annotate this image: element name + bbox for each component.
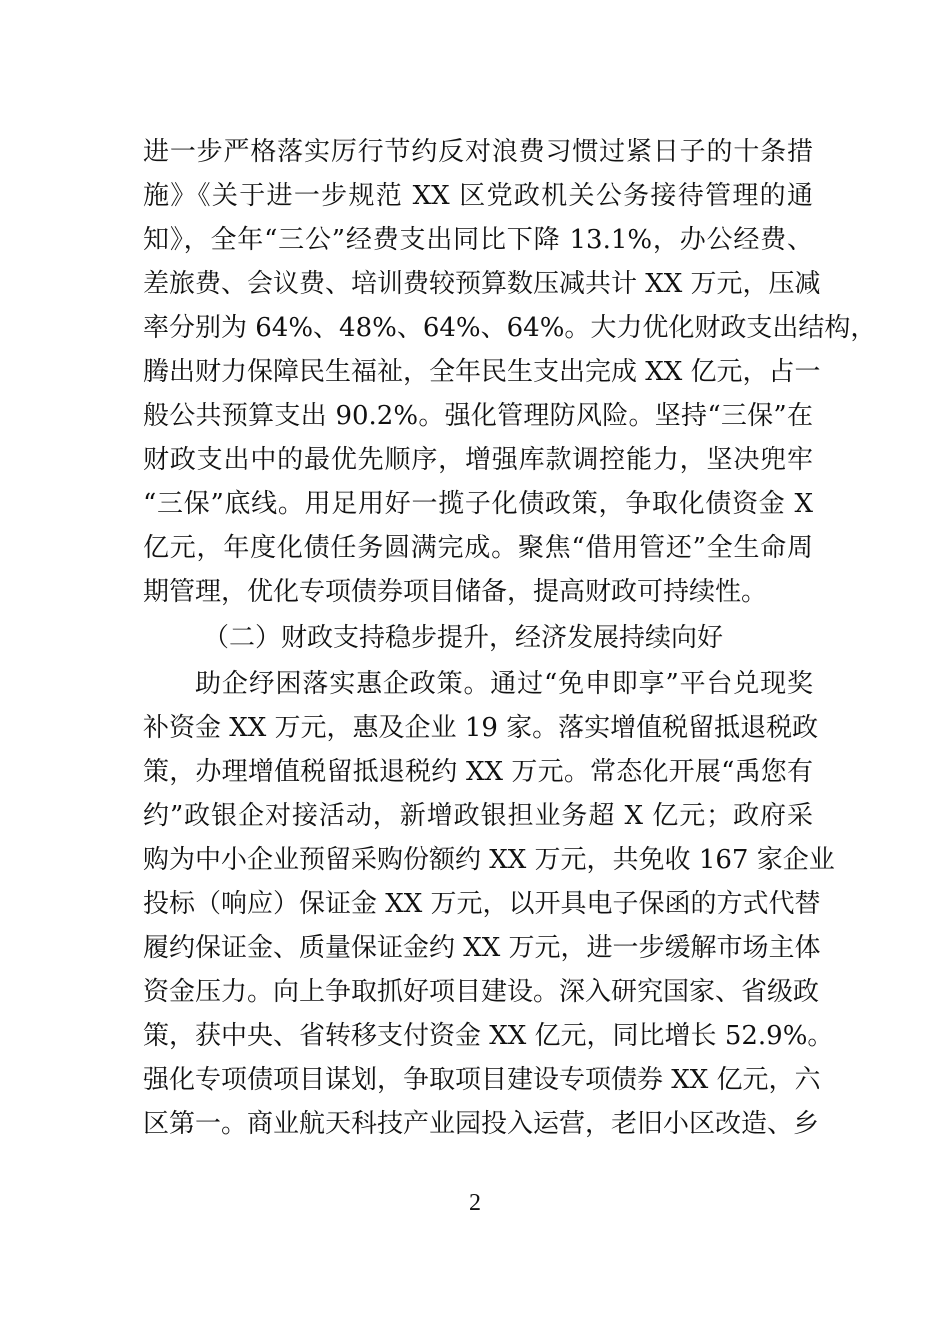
paragraph-2-line: 强化专项债项目谋划，争取项目建设专项债券 XX 亿元，六 [143,1065,821,1095]
paragraph-1-line: 进一步严格落实厉行节约反对浪费习惯过紧日子的十条措 [143,137,813,167]
paragraph-2-line: 助企纾困落实惠企政策。通过“免申即享”平台兑现奖 [195,669,813,699]
paragraph-1-line: 腾出财力保障民生福祉，全年民生支出完成 XX 亿元，占一 [143,357,821,387]
paragraph-2-line: 购为中小企业预留采购份额约 XX 万元，共免收 167 家企业 [143,845,835,875]
paragraph-1-line: 知》，全年“三公”经费支出同比下降 13.1%，办公经费、 [143,225,813,255]
paragraph-2-line: 补资金 XX 万元，惠及企业 19 家。落实增值税留抵退税政 [143,713,819,743]
section-heading: （二）财政支持稳步提升，经济发展持续向好 [203,623,724,653]
paragraph-1-line: 差旅费、会议费、培训费较预算数压减共计 XX 万元，压减 [143,269,821,299]
paragraph-1-line: 财政支出中的最优先顺序，增强库款调控能力，坚决兜牢 [143,445,813,475]
paragraph-1-line: 期管理，优化专项债券项目储备，提高财政可持续性。 [143,577,768,607]
paragraph-1-line: 亿元，年度化债任务圆满完成。聚焦“借用管还”全生命周 [143,533,813,563]
paragraph-1-line: “三保”底线。用足用好一揽子化债政策，争取化债资金 X [143,489,813,519]
paragraph-2-line: 区第一。商业航天科技产业园投入运营，老旧小区改造、乡 [143,1109,820,1139]
paragraph-2-line: 资金压力。向上争取抓好项目建设。深入研究国家、省级政 [143,977,820,1007]
paragraph-2-line: 履约保证金、质量保证金约 XX 万元，进一步缓解市场主体 [143,933,821,963]
paragraph-2-line: 策，办理增值税留抵退税约 XX 万元。常态化开展“禹您有 [143,757,813,787]
paragraph-2-line: 投标（响应）保证金 XX 万元，以开具电子保函的方式代替 [143,889,821,919]
paragraph-2-line: 策，获中央、省转移支付资金 XX 亿元，同比增长 52.9%。 [143,1021,834,1051]
paragraph-1-line: 般公共预算支出 90.2%。强化管理防风险。坚持“三保”在 [143,401,813,431]
paragraph-1-line: 率分别为 64%、48%、64%、64%。大力优化财政支出结构， [143,313,877,343]
page-number: 2 [469,1190,481,1216]
paragraph-1-line: 施》《关于进一步规范 XX 区党政机关公务接待管理的通 [143,181,813,211]
paragraph-2-line: 约”政银企对接活动，新增政银担业务超 X 亿元；政府采 [143,801,813,831]
